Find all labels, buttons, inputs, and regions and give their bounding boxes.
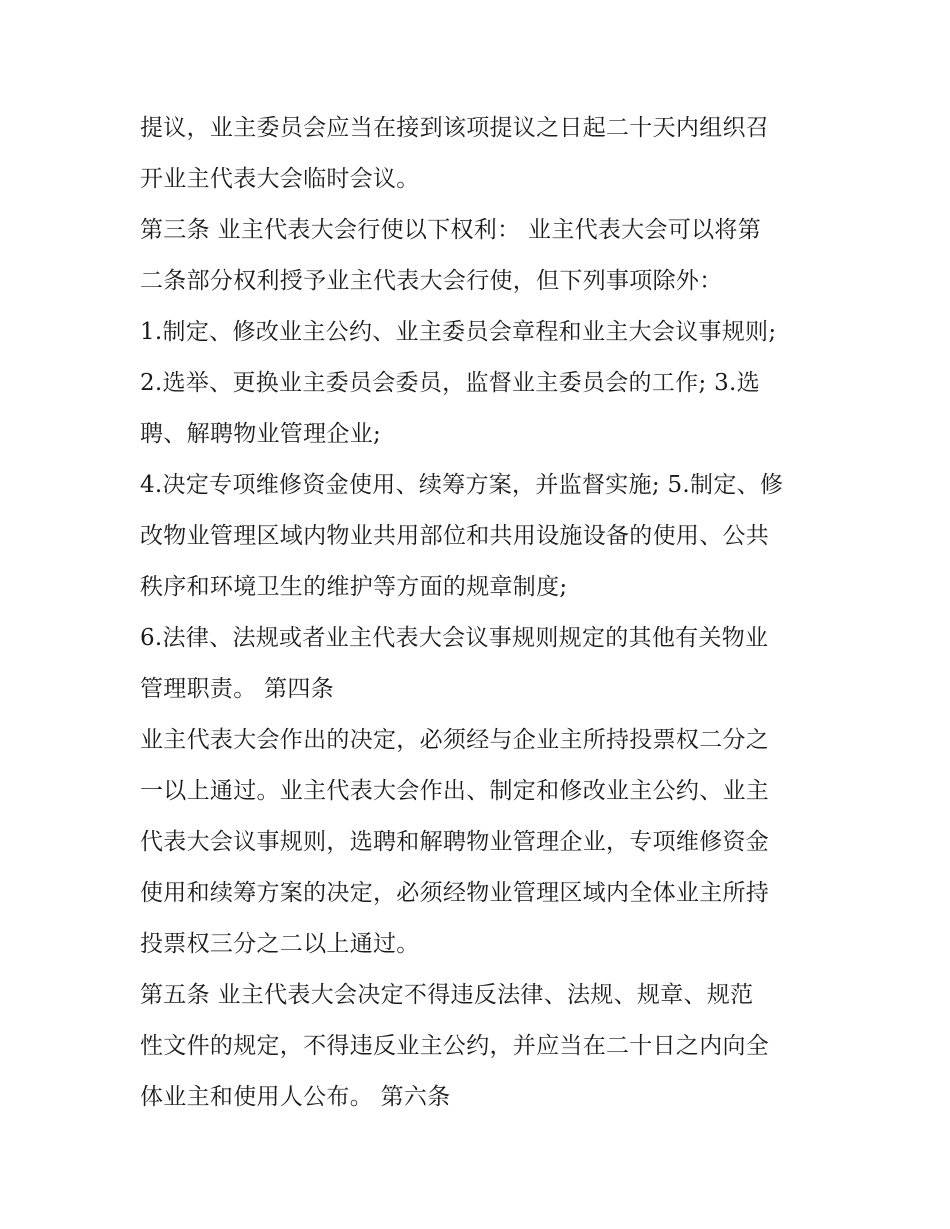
text-line: 业主代表大会作出的决定，必须经与企业主所持投票权二分之 <box>140 727 770 753</box>
text-line: 投票权三分之二以上通过。 <box>140 931 420 957</box>
text-line: 1.制定、修改业主公约、业主委员会章程和业主大会议事规则; <box>140 319 777 345</box>
text-line: 提议，业主委员会应当在接到该项提议之日起二十天内组织召 <box>140 115 770 141</box>
document-body <box>140 103 820 1123</box>
text-line: 代表大会议事规则，选聘和解聘物业管理企业，专项维修资金 <box>140 829 770 855</box>
text-line: 开业主代表大会临时会议。 <box>140 166 420 192</box>
text-line: 6.法律、法规或者业主代表大会议事规则规定的其他有关物业 <box>140 625 769 651</box>
text-line: 体业主和使用人公布。 第六条 <box>140 1084 451 1110</box>
text-line: 使用和续筹方案的决定，必须经物业管理区域内全体业主所持 <box>140 880 770 906</box>
text-line: 4.决定专项维修资金使用、续筹方案，并监督实施; 5.制定、修 <box>140 472 784 498</box>
text-line: 第三条 业主代表大会行使以下权利： 业主代表大会可以将第 <box>140 217 762 243</box>
text-line: 聘、解聘物业管理企业; <box>140 421 382 447</box>
text-line: 管理职责。 第四条 <box>140 676 335 702</box>
text-line: 二条部分权利授予业主代表大会行使，但下列事项除外： <box>140 268 723 294</box>
text-line: 一以上通过。业主代表大会作出、制定和修改业主公约、业主 <box>140 778 770 804</box>
text-line: 性文件的规定，不得违反业主公约，并应当在二十日之内向全 <box>140 1033 770 1059</box>
text-line: 改物业管理区域内物业共用部位和共用设施设备的使用、公共 <box>140 523 770 549</box>
text-line: 秩序和环境卫生的维护等方面的规章制度; <box>140 574 568 600</box>
text-line: 2.选举、更换业主委员会委员，监督业主委员会的工作; 3.选 <box>140 370 760 396</box>
text-line: 第五条 业主代表大会决定不得违反法律、法规、规章、规范 <box>140 982 754 1008</box>
